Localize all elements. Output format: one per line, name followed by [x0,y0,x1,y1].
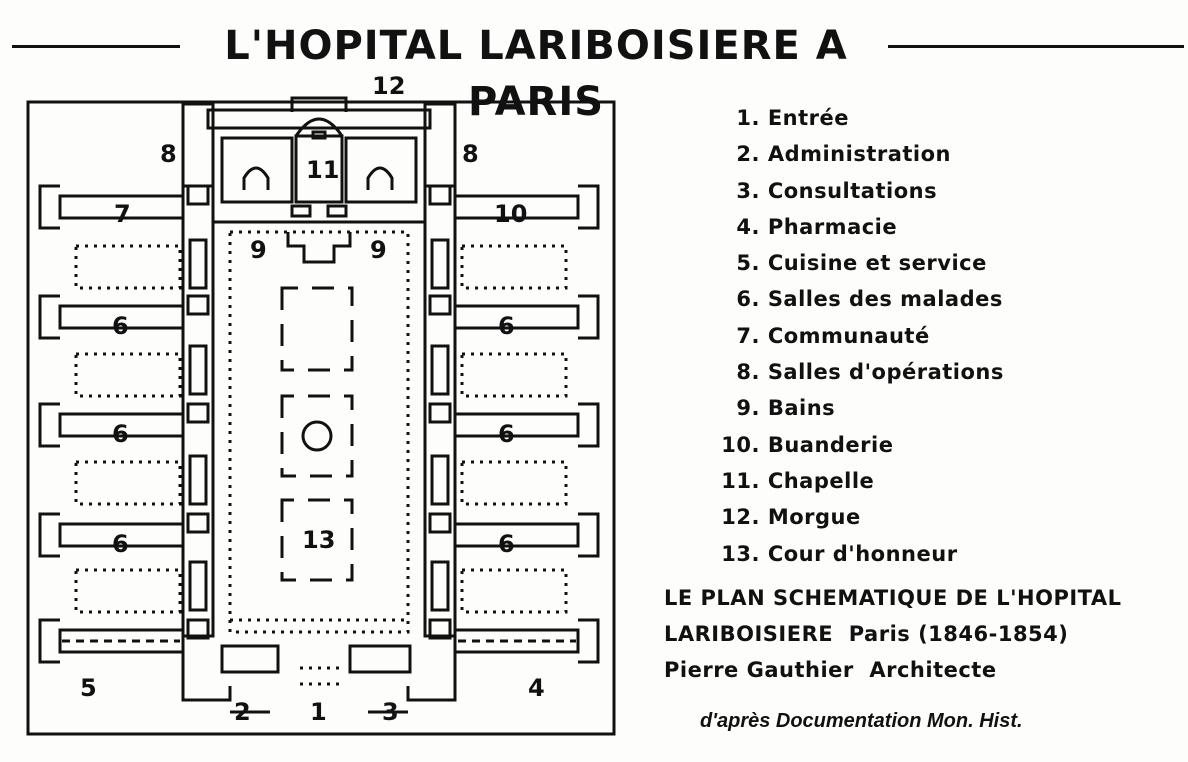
label-salle-right-2: 6 [498,420,515,448]
label-salle-right-3: 6 [498,530,515,558]
garden-right-3 [462,462,566,504]
stair-left-4 [188,514,208,532]
legend-item [712,100,1182,136]
label-operations-right: 8 [462,140,479,168]
label-operations-left: 8 [160,140,177,168]
corridor-ward-right-2 [432,346,448,394]
cour-square-1 [282,288,352,370]
cour-galerie [230,232,408,632]
bains-structure [288,232,350,262]
courtyard-left-annex [222,138,292,202]
garden-right-4 [462,570,566,612]
legend-item [712,173,1182,209]
bains-right-block [328,206,346,216]
legend-item [712,281,1182,317]
label-entree: 1 [310,698,327,726]
pavilion-right-6b [455,414,578,436]
garden-right-2 [462,354,566,396]
label-bains-right: 9 [370,236,387,264]
corridor-ward-left-4 [190,562,206,610]
legend-number: 8. [736,360,760,385]
cour-square-2 [282,396,352,476]
legend-text: Morgue [767,505,861,530]
legend [712,100,1182,572]
label-cuisine: 5 [80,674,97,702]
garden-left-2 [76,354,180,396]
label-salle-left-2: 6 [112,420,129,448]
corridor-ward-left-1 [190,240,206,288]
stair-right-3 [430,404,450,422]
legend-number: 13. [721,541,760,566]
front-right-building [350,646,410,672]
label-morgue: 12 [372,72,406,100]
corridor-ward-left-3 [190,456,206,504]
endcap-right-1 [578,186,598,228]
page-title: L'HOPITAL LARIBOISIERE A PARIS [224,23,848,125]
bains-left-block [292,206,310,216]
endcap-left-5 [40,620,60,662]
stair-left-2 [188,296,208,314]
legend-item [712,463,1182,499]
legend-text: Communauté [767,323,930,348]
front-left-building [222,646,278,672]
label-pharmacie: 4 [528,674,545,702]
legend-text: Administration [767,142,952,167]
legend-text: Chapelle [767,468,875,493]
corridor-ward-right-4 [432,562,448,610]
legend-item [712,499,1182,535]
label-bains-left: 9 [250,236,267,264]
endcap-left-1 [40,186,60,228]
caption-line-2: LARIBOISIERE Paris (1846-1854) [664,622,1069,646]
label-buanderie: 10 [494,200,528,228]
legend-number: 11. [721,468,760,493]
legend-number: 1. [736,106,760,130]
legend-number: 2. [736,142,760,167]
legend-item [712,536,1182,572]
corridor-ward-right-1 [432,240,448,288]
stair-left-3 [188,404,208,422]
legend-item [712,318,1182,354]
label-salle-right-1: 6 [498,312,515,340]
label-communaute: 7 [114,200,131,228]
endcap-right-3 [578,404,598,446]
caption-line-3: Pierre Gauthier Architecte [664,658,997,682]
endcap-right-5 [578,620,598,662]
stair-left-1 [188,186,208,204]
endcap-left-3 [40,404,60,446]
stair-right-2 [430,296,450,314]
corridor-ward-right-3 [432,456,448,504]
legend-text: Salles des malades [767,287,1003,312]
legend-number: 9. [736,396,760,421]
pavilion-right-6a [455,306,578,328]
endcap-left-2 [40,296,60,338]
legend-text: Salles d'opérations [767,360,1004,385]
pavilion-right-6c [455,524,578,546]
stair-right-4 [430,514,450,532]
legend-number: 3. [736,178,760,203]
legend-number: 6. [736,287,760,312]
cour-fountain [303,422,331,450]
endcap-right-2 [578,296,598,338]
legend-number: 7. [736,323,760,348]
label-administration: 2 [234,698,251,726]
legend-text: Bains [767,396,836,421]
courtyard-right-annex [346,138,416,202]
label-chapelle: 11 [306,156,340,184]
legend-text: Entrée [767,106,849,130]
corridor-ward-left-2 [190,346,206,394]
legend-text: Buanderie [767,432,894,457]
legend-item [712,354,1182,390]
legend-text: Consultations [767,178,938,203]
legend-item [712,209,1182,245]
apse-right [368,168,392,190]
garden-left-4 [76,570,180,612]
legend-text: Pharmacie [767,214,898,239]
legend-number: 5. [736,251,760,276]
garden-left-1 [76,246,180,288]
legend-item [712,136,1182,172]
apse-left [244,168,268,190]
garden-left-3 [76,462,180,504]
label-cour: 13 [302,526,336,554]
caption [664,580,1184,688]
legend-item [712,427,1182,463]
label-salle-left-1: 6 [112,312,129,340]
caption-line-1: LE PLAN SCHEMATIQUE DE L'HOPITAL [664,586,1122,610]
endcap-right-4 [578,514,598,556]
endcap-left-4 [40,514,60,556]
legend-item [712,390,1182,426]
garden-right-1 [462,246,566,288]
legend-number: 10. [721,432,760,457]
legend-item [712,245,1182,281]
legend-number: 12. [721,505,760,530]
legend-text: Cour d'honneur [767,541,958,566]
consult-block [408,652,455,700]
legend-number: 4. [736,214,760,239]
source-credit: d'après Documentation Mon. Hist. [700,710,1023,732]
label-consultations: 3 [382,698,399,726]
stair-right-1 [430,186,450,204]
legend-text: Cuisine et service [767,251,987,276]
label-salle-left-3: 6 [112,530,129,558]
